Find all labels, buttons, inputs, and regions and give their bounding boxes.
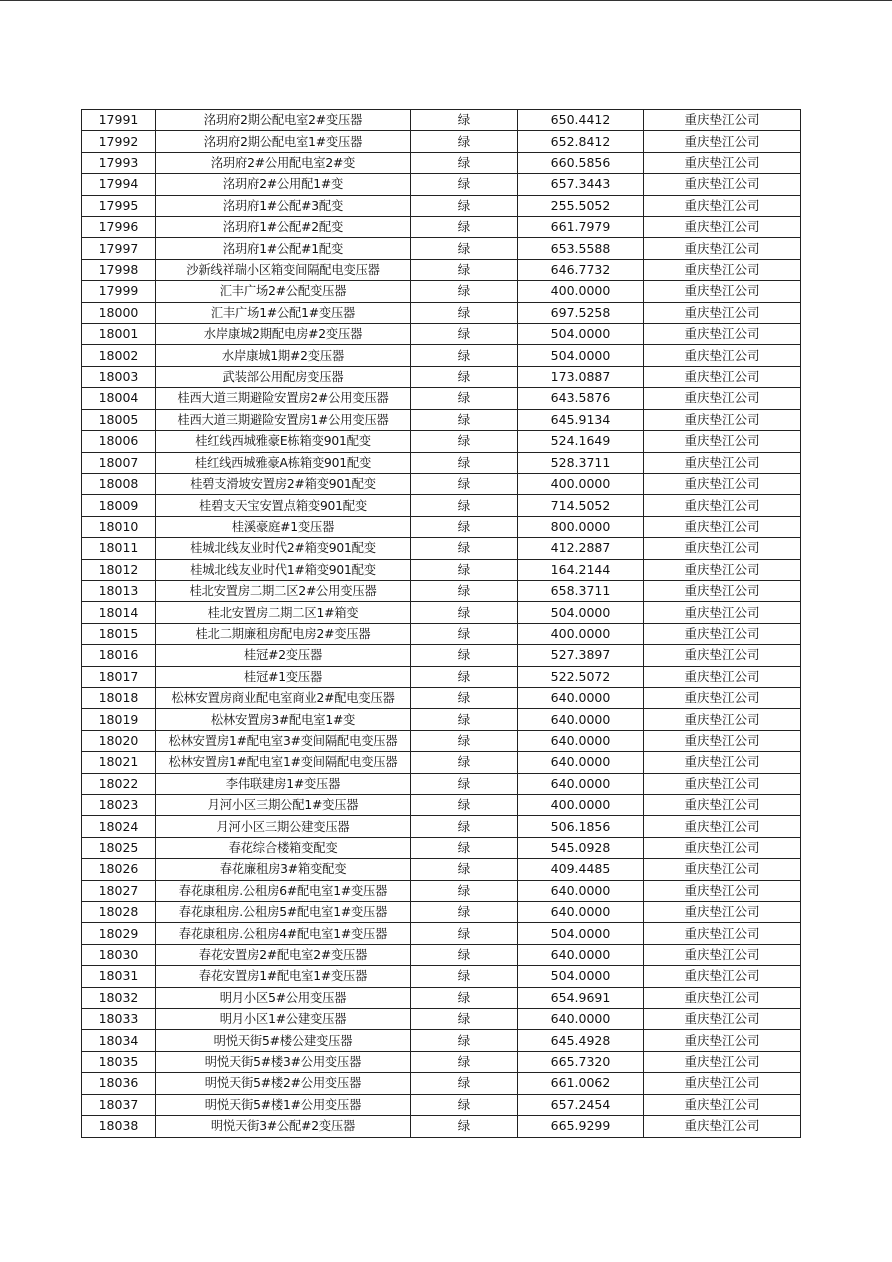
cell-id: 18000	[82, 302, 156, 323]
table-row	[82, 152, 801, 173]
cell-company: 重庆垫江公司	[644, 516, 801, 537]
table-row	[82, 602, 801, 623]
cell-id: 18016	[82, 645, 156, 666]
cell-id: 18030	[82, 944, 156, 965]
cell-color: 绿	[411, 987, 518, 1008]
cell-name: 桂北安置房二期二区1#箱变	[156, 602, 411, 623]
cell-value: 661.7979	[518, 217, 644, 238]
cell-id: 18031	[82, 966, 156, 987]
cell-value: 640.0000	[518, 773, 644, 794]
cell-color: 绿	[411, 1094, 518, 1115]
cell-name: 桂溪豪庭#1变压器	[156, 516, 411, 537]
cell-color: 绿	[411, 281, 518, 302]
table-row	[82, 1094, 801, 1115]
cell-value: 640.0000	[518, 880, 644, 901]
cell-name: 春花综合楼箱变配变	[156, 837, 411, 858]
cell-value: 652.8412	[518, 131, 644, 152]
cell-id: 18013	[82, 580, 156, 601]
cell-name: 松林安置房1#配电室1#变间隔配电变压器	[156, 752, 411, 773]
cell-color: 绿	[411, 773, 518, 794]
cell-name: 春花康租房.公租房4#配电室1#变压器	[156, 923, 411, 944]
cell-company: 重庆垫江公司	[644, 366, 801, 387]
cell-color: 绿	[411, 452, 518, 473]
cell-id: 18020	[82, 730, 156, 751]
cell-color: 绿	[411, 645, 518, 666]
cell-company: 重庆垫江公司	[644, 795, 801, 816]
cell-company: 重庆垫江公司	[644, 452, 801, 473]
cell-company: 重庆垫江公司	[644, 538, 801, 559]
cell-name: 桂红线西城雅豪E栋箱变901配变	[156, 431, 411, 452]
table-row	[82, 837, 801, 858]
cell-value: 714.5052	[518, 495, 644, 516]
cell-color: 绿	[411, 1030, 518, 1051]
cell-id: 18029	[82, 923, 156, 944]
cell-color: 绿	[411, 795, 518, 816]
table-row	[82, 1051, 801, 1072]
cell-id: 18009	[82, 495, 156, 516]
cell-color: 绿	[411, 409, 518, 430]
table-row	[82, 687, 801, 708]
cell-id: 17996	[82, 217, 156, 238]
cell-company: 重庆垫江公司	[644, 752, 801, 773]
cell-id: 18012	[82, 559, 156, 580]
cell-value: 504.0000	[518, 966, 644, 987]
cell-color: 绿	[411, 902, 518, 923]
cell-name: 武装部公用配房变压器	[156, 366, 411, 387]
cell-company: 重庆垫江公司	[644, 687, 801, 708]
cell-value: 400.0000	[518, 623, 644, 644]
cell-id: 18032	[82, 987, 156, 1008]
cell-color: 绿	[411, 666, 518, 687]
cell-id: 18006	[82, 431, 156, 452]
table-row	[82, 944, 801, 965]
cell-value: 657.2454	[518, 1094, 644, 1115]
cell-name: 桂城北线友业时代2#箱变901配变	[156, 538, 411, 559]
cell-name: 洺玥府1#公配#3配变	[156, 195, 411, 216]
cell-id: 17999	[82, 281, 156, 302]
cell-company: 重庆垫江公司	[644, 966, 801, 987]
cell-value: 504.0000	[518, 923, 644, 944]
cell-company: 重庆垫江公司	[644, 1009, 801, 1030]
cell-value: 528.3711	[518, 452, 644, 473]
table-row	[82, 1073, 801, 1094]
table-row	[82, 174, 801, 195]
cell-name: 明悦天街5#楼2#公用变压器	[156, 1073, 411, 1094]
cell-color: 绿	[411, 859, 518, 880]
cell-color: 绿	[411, 495, 518, 516]
cell-id: 17998	[82, 259, 156, 280]
table-row	[82, 580, 801, 601]
cell-color: 绿	[411, 345, 518, 366]
cell-color: 绿	[411, 1009, 518, 1030]
cell-value: 646.7732	[518, 259, 644, 280]
table-row	[82, 538, 801, 559]
table-row	[82, 773, 801, 794]
cell-value: 640.0000	[518, 902, 644, 923]
cell-name: 李伟联建房1#变压器	[156, 773, 411, 794]
cell-value: 650.4412	[518, 110, 644, 131]
cell-name: 明悦天街5#楼1#公用变压器	[156, 1094, 411, 1115]
cell-value: 800.0000	[518, 516, 644, 537]
cell-id: 18035	[82, 1051, 156, 1072]
table-row	[82, 730, 801, 751]
cell-name: 桂城北线友业时代1#箱变901配变	[156, 559, 411, 580]
table-row	[82, 923, 801, 944]
cell-value: 545.0928	[518, 837, 644, 858]
cell-company: 重庆垫江公司	[644, 217, 801, 238]
table-row	[82, 195, 801, 216]
cell-name: 桂碧支天宝安置点箱变901配变	[156, 495, 411, 516]
table-row	[82, 709, 801, 730]
cell-id: 18001	[82, 324, 156, 345]
cell-value: 654.9691	[518, 987, 644, 1008]
cell-id: 18019	[82, 709, 156, 730]
cell-value: 522.5072	[518, 666, 644, 687]
cell-color: 绿	[411, 110, 518, 131]
cell-company: 重庆垫江公司	[644, 409, 801, 430]
table-row	[82, 666, 801, 687]
table-row	[82, 645, 801, 666]
table-row	[82, 495, 801, 516]
cell-company: 重庆垫江公司	[644, 131, 801, 152]
cell-company: 重庆垫江公司	[644, 730, 801, 751]
table-row	[82, 1116, 801, 1137]
cell-company: 重庆垫江公司	[644, 902, 801, 923]
table-row	[82, 110, 801, 131]
cell-id: 18028	[82, 902, 156, 923]
cell-id: 18038	[82, 1116, 156, 1137]
table-row	[82, 431, 801, 452]
cell-value: 400.0000	[518, 281, 644, 302]
cell-id: 18022	[82, 773, 156, 794]
table-row	[82, 559, 801, 580]
cell-company: 重庆垫江公司	[644, 1094, 801, 1115]
cell-color: 绿	[411, 1051, 518, 1072]
cell-company: 重庆垫江公司	[644, 923, 801, 944]
cell-color: 绿	[411, 580, 518, 601]
cell-value: 640.0000	[518, 687, 644, 708]
table-row	[82, 473, 801, 494]
table-row	[82, 259, 801, 280]
cell-color: 绿	[411, 152, 518, 173]
cell-id: 18018	[82, 687, 156, 708]
cell-id: 18010	[82, 516, 156, 537]
cell-value: 653.5588	[518, 238, 644, 259]
cell-company: 重庆垫江公司	[644, 1116, 801, 1137]
table-row	[82, 1009, 801, 1030]
cell-value: 660.5856	[518, 152, 644, 173]
table-row	[82, 302, 801, 323]
cell-name: 汇丰广场2#公配变压器	[156, 281, 411, 302]
cell-value: 658.3711	[518, 580, 644, 601]
cell-value: 665.9299	[518, 1116, 644, 1137]
cell-name: 桂北安置房二期二区2#公用变压器	[156, 580, 411, 601]
cell-company: 重庆垫江公司	[644, 709, 801, 730]
cell-company: 重庆垫江公司	[644, 495, 801, 516]
cell-value: 412.2887	[518, 538, 644, 559]
table-row	[82, 966, 801, 987]
cell-color: 绿	[411, 623, 518, 644]
cell-value: 524.1649	[518, 431, 644, 452]
cell-name: 松林安置房3#配电室1#变	[156, 709, 411, 730]
table-row	[82, 816, 801, 837]
cell-name: 松林安置房1#配电室3#变间隔配电变压器	[156, 730, 411, 751]
cell-value: 640.0000	[518, 709, 644, 730]
cell-id: 18011	[82, 538, 156, 559]
cell-name: 春花安置房2#配电室2#变压器	[156, 944, 411, 965]
cell-name: 桂碧支滑坡安置房2#箱变901配变	[156, 473, 411, 494]
cell-id: 18027	[82, 880, 156, 901]
cell-id: 18005	[82, 409, 156, 430]
cell-name: 桂西大道三期避险安置房1#公用变压器	[156, 409, 411, 430]
cell-color: 绿	[411, 174, 518, 195]
cell-color: 绿	[411, 880, 518, 901]
cell-value: 255.5052	[518, 195, 644, 216]
cell-name: 月河小区三期公建变压器	[156, 816, 411, 837]
cell-id: 18003	[82, 366, 156, 387]
cell-company: 重庆垫江公司	[644, 1030, 801, 1051]
cell-color: 绿	[411, 752, 518, 773]
cell-name: 沙新线祥瑞小区箱变间隔配电变压器	[156, 259, 411, 280]
table-row	[82, 281, 801, 302]
cell-value: 643.5876	[518, 388, 644, 409]
table-row	[82, 345, 801, 366]
cell-company: 重庆垫江公司	[644, 388, 801, 409]
cell-id: 18036	[82, 1073, 156, 1094]
cell-color: 绿	[411, 1073, 518, 1094]
table-row	[82, 217, 801, 238]
cell-id: 18024	[82, 816, 156, 837]
cell-color: 绿	[411, 559, 518, 580]
cell-company: 重庆垫江公司	[644, 345, 801, 366]
cell-company: 重庆垫江公司	[644, 1073, 801, 1094]
cell-company: 重庆垫江公司	[644, 174, 801, 195]
cell-value: 640.0000	[518, 752, 644, 773]
cell-color: 绿	[411, 431, 518, 452]
cell-company: 重庆垫江公司	[644, 837, 801, 858]
cell-id: 18023	[82, 795, 156, 816]
cell-company: 重庆垫江公司	[644, 773, 801, 794]
cell-id: 18026	[82, 859, 156, 880]
cell-name: 春花廉租房3#箱变配变	[156, 859, 411, 880]
cell-color: 绿	[411, 538, 518, 559]
cell-id: 18015	[82, 623, 156, 644]
cell-color: 绿	[411, 709, 518, 730]
cell-color: 绿	[411, 730, 518, 751]
cell-name: 洺玥府2#公用配1#变	[156, 174, 411, 195]
cell-name: 汇丰广场1#公配1#变压器	[156, 302, 411, 323]
cell-id: 18007	[82, 452, 156, 473]
cell-color: 绿	[411, 687, 518, 708]
cell-id: 18021	[82, 752, 156, 773]
cell-value: 504.0000	[518, 345, 644, 366]
cell-name: 洺玥府1#公配#2配变	[156, 217, 411, 238]
cell-name: 明悦天街5#楼公建变压器	[156, 1030, 411, 1051]
cell-color: 绿	[411, 944, 518, 965]
cell-value: 504.0000	[518, 602, 644, 623]
cell-name: 桂西大道三期避险安置房2#公用变压器	[156, 388, 411, 409]
cell-value: 173.0887	[518, 366, 644, 387]
cell-company: 重庆垫江公司	[644, 666, 801, 687]
cell-company: 重庆垫江公司	[644, 623, 801, 644]
table-row	[82, 366, 801, 387]
cell-color: 绿	[411, 366, 518, 387]
table-row	[82, 409, 801, 430]
cell-value: 164.2144	[518, 559, 644, 580]
cell-id: 18033	[82, 1009, 156, 1030]
cell-name: 洺玥府2期公配电室2#变压器	[156, 110, 411, 131]
cell-id: 18008	[82, 473, 156, 494]
cell-value: 400.0000	[518, 473, 644, 494]
table-row	[82, 131, 801, 152]
cell-company: 重庆垫江公司	[644, 238, 801, 259]
cell-name: 松林安置房商业配电室商业2#配电变压器	[156, 687, 411, 708]
cell-name: 春花康租房.公租房6#配电室1#变压器	[156, 880, 411, 901]
cell-name: 水岸康城2期配电房#2变压器	[156, 324, 411, 345]
table-row	[82, 238, 801, 259]
cell-id: 18017	[82, 666, 156, 687]
cell-company: 重庆垫江公司	[644, 1051, 801, 1072]
cell-color: 绿	[411, 217, 518, 238]
cell-value: 527.3897	[518, 645, 644, 666]
cell-company: 重庆垫江公司	[644, 816, 801, 837]
cell-company: 重庆垫江公司	[644, 431, 801, 452]
cell-id: 17995	[82, 195, 156, 216]
cell-color: 绿	[411, 324, 518, 345]
cell-id: 17993	[82, 152, 156, 173]
cell-value: 645.4928	[518, 1030, 644, 1051]
cell-name: 桂北二期廉租房配电房2#变压器	[156, 623, 411, 644]
cell-value: 661.0062	[518, 1073, 644, 1094]
cell-company: 重庆垫江公司	[644, 880, 801, 901]
table-row	[82, 452, 801, 473]
cell-company: 重庆垫江公司	[644, 281, 801, 302]
cell-name: 明悦天街5#楼3#公用变压器	[156, 1051, 411, 1072]
cell-name: 月河小区三期公配1#变压器	[156, 795, 411, 816]
cell-company: 重庆垫江公司	[644, 559, 801, 580]
cell-name: 桂冠#1变压器	[156, 666, 411, 687]
cell-company: 重庆垫江公司	[644, 259, 801, 280]
cell-color: 绿	[411, 966, 518, 987]
cell-value: 665.7320	[518, 1051, 644, 1072]
table-row	[82, 902, 801, 923]
cell-company: 重庆垫江公司	[644, 859, 801, 880]
cell-company: 重庆垫江公司	[644, 602, 801, 623]
cell-id: 17991	[82, 110, 156, 131]
cell-color: 绿	[411, 602, 518, 623]
table-row	[82, 388, 801, 409]
cell-company: 重庆垫江公司	[644, 152, 801, 173]
cell-id: 18004	[82, 388, 156, 409]
cell-color: 绿	[411, 238, 518, 259]
cell-name: 明悦天街3#公配#2变压器	[156, 1116, 411, 1137]
cell-color: 绿	[411, 388, 518, 409]
cell-color: 绿	[411, 837, 518, 858]
table-row	[82, 324, 801, 345]
cell-value: 657.3443	[518, 174, 644, 195]
cell-color: 绿	[411, 131, 518, 152]
cell-id: 18037	[82, 1094, 156, 1115]
cell-name: 桂冠#2变压器	[156, 645, 411, 666]
cell-company: 重庆垫江公司	[644, 987, 801, 1008]
cell-id: 18034	[82, 1030, 156, 1051]
cell-color: 绿	[411, 923, 518, 944]
table-body	[82, 110, 801, 1138]
cell-value: 504.0000	[518, 324, 644, 345]
cell-value: 640.0000	[518, 1009, 644, 1030]
table-row	[82, 795, 801, 816]
cell-company: 重庆垫江公司	[644, 324, 801, 345]
cell-id: 18002	[82, 345, 156, 366]
cell-id: 17994	[82, 174, 156, 195]
table-row	[82, 623, 801, 644]
cell-color: 绿	[411, 259, 518, 280]
cell-color: 绿	[411, 516, 518, 537]
cell-company: 重庆垫江公司	[644, 195, 801, 216]
cell-color: 绿	[411, 1116, 518, 1137]
cell-color: 绿	[411, 816, 518, 837]
cell-company: 重庆垫江公司	[644, 110, 801, 131]
table-row	[82, 1030, 801, 1051]
cell-name: 桂红线西城雅豪A栋箱变901配变	[156, 452, 411, 473]
table-row	[82, 880, 801, 901]
cell-company: 重庆垫江公司	[644, 580, 801, 601]
cell-company: 重庆垫江公司	[644, 944, 801, 965]
cell-company: 重庆垫江公司	[644, 473, 801, 494]
cell-name: 水岸康城1期#2变压器	[156, 345, 411, 366]
cell-value: 645.9134	[518, 409, 644, 430]
cell-name: 明月小区1#公建变压器	[156, 1009, 411, 1030]
cell-id: 17992	[82, 131, 156, 152]
cell-color: 绿	[411, 195, 518, 216]
table-row	[82, 516, 801, 537]
cell-id: 17997	[82, 238, 156, 259]
cell-value: 400.0000	[518, 795, 644, 816]
cell-value: 640.0000	[518, 944, 644, 965]
cell-name: 春花康租房.公租房5#配电室1#变压器	[156, 902, 411, 923]
cell-value: 697.5258	[518, 302, 644, 323]
cell-id: 18014	[82, 602, 156, 623]
cell-id: 18025	[82, 837, 156, 858]
cell-company: 重庆垫江公司	[644, 645, 801, 666]
cell-name: 洺玥府2#公用配电室2#变	[156, 152, 411, 173]
cell-name: 洺玥府1#公配#1配变	[156, 238, 411, 259]
cell-name: 春花安置房1#配电室1#变压器	[156, 966, 411, 987]
table-row	[82, 859, 801, 880]
cell-name: 明月小区5#公用变压器	[156, 987, 411, 1008]
cell-value: 640.0000	[518, 730, 644, 751]
cell-company: 重庆垫江公司	[644, 302, 801, 323]
table-row	[82, 987, 801, 1008]
transformer-table	[81, 109, 801, 1138]
cell-color: 绿	[411, 473, 518, 494]
cell-name: 洺玥府2期公配电室1#变压器	[156, 131, 411, 152]
cell-color: 绿	[411, 302, 518, 323]
cell-value: 506.1856	[518, 816, 644, 837]
table-row	[82, 752, 801, 773]
cell-value: 409.4485	[518, 859, 644, 880]
